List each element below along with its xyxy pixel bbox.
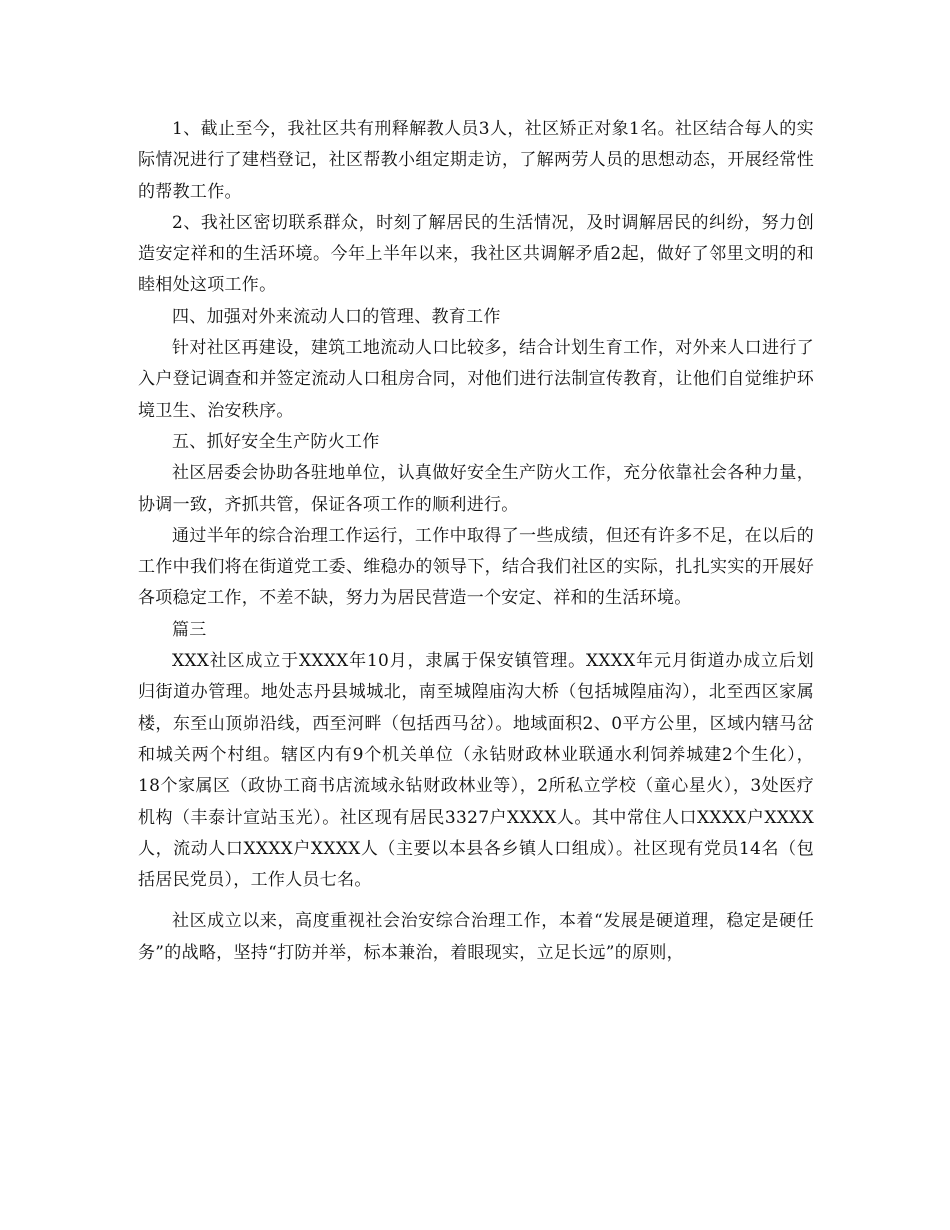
section-heading-4: 四、加强对外来流动人口的管理、教育工作	[172, 306, 501, 327]
paragraph-item-1: 1、截止至今，我社区共有刑释解教人员3人，社区矫正对象1名。社区结合每人的实际情况进行了建档登记，社区帮教小组定期走访，了解两劳人员的思想动态，开展经常性的帮教工作。	[138, 119, 814, 202]
paragraph-summary: 通过半年的综合治理工作运行，工作中取得了一些成绩，但还有许多不足，在以后的工作中我们将在街道党工委、维稳办的领导下，结合我们社区的实际，扎扎实实的开展好各项稳定工作，不差不缺，努力为居民营造一个安定、祥和的生活环境。	[138, 525, 814, 609]
section-heading-5: 五、抓好安全生产防火工作	[172, 431, 380, 452]
chapter-heading: 篇三	[172, 619, 207, 640]
paragraph-migrant-management: 针对社区再建设，建筑工地流动人口比较多，结合计划生育工作，对外来人口进行了入户登记调查和并签定流动人口租房合同，对他们进行法制宣传教育，让他们自觉维护环境卫生、治安秩序。	[138, 338, 814, 421]
paragraph-fire-safety: 社区居委会协助各驻地单位，认真做好安全生产防火工作，充分依靠社会各种力量，协调一致，齐抓共管，保证各项工作的顺利进行。	[138, 463, 814, 515]
document-page	[138, 114, 814, 969]
paragraph-item-2: 2、我社区密切联系群众，时刻了解居民的生活情况，及时调解居民的纠纷，努力创造安定祥和的生活环境。今年上半年以来，我社区共调解矛盾2起，做好了邻里文明的和睦相处这项工作。	[138, 212, 814, 296]
paragraph-governance-principles: 社区成立以来，高度重视社会治安综合治理工作，本着“发展是硬道理，稳定是硬任务”的战略，坚持“打防并举，标本兼治，着眼现实，立足长远”的原则，	[138, 911, 814, 963]
paragraph-community-overview: XXX社区成立于XXXX年10月，隶属于保安镇管理。XXXX年元月街道办成立后划归街道办管理。地处志丹县城城北，南至城隍庙沟大桥（包括城隍庙沟），北至西区家属楼，东至山顶峁沿线，西至河畔（包括西马岔）。地域面积2、0平方公里，区域内辖马岔和城关两个村组。辖区内有9个机关单位（永钻财政林业联通水利饲养城建2个生化），18个家属区（政协工商书店流域永钻财政林业等），2所私立学校（童心星火），3处医疗机构（丰泰计宣站玉光）。社区现有居民3327户XXXX人。其中常住人口XXXX户XXXX人，流动人口XXXX户XXXX人（主要以本县各乡镇人口组成）。社区现有党员14名（包括居民党员），工作人员七名。	[138, 651, 814, 891]
